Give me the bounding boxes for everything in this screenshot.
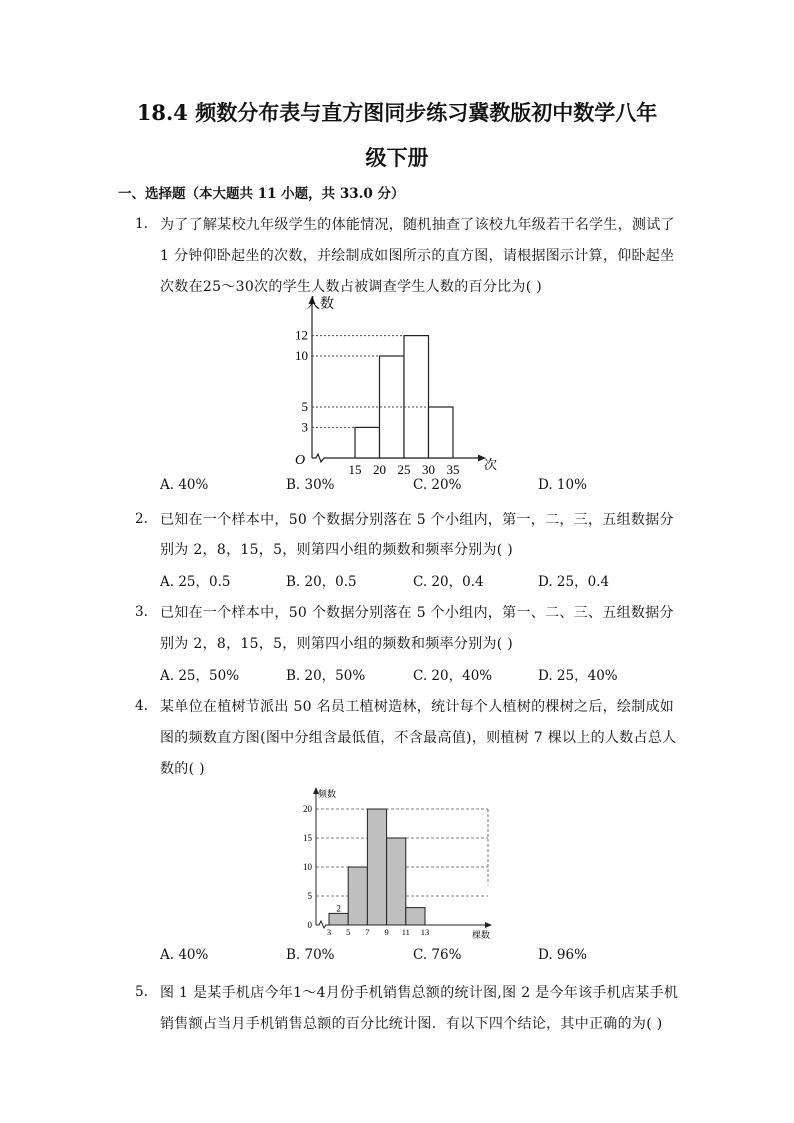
- question-4-option-a[interactable]: A. 40%: [160, 947, 209, 963]
- question-4-line-1: 某单位在植树节派出 50 名员工植树造林，统计每个人植树的棵树之后，绘制成如: [160, 699, 675, 715]
- question-3-line-2: 别为 2，8，15，5，则第四小组的频数和频率分别为( ): [160, 636, 514, 652]
- bar: [348, 867, 367, 925]
- question-5-line-2: 销售额占当月手机销售总额的百分比统计图．有以下四个结论，其中正确的为( ): [160, 1016, 663, 1032]
- y-tick-label: 10: [295, 348, 308, 363]
- question-3-line-1: 已知在一个样本中，50 个数据分别落在 5 个小组内，第一、二、三、五组数据分: [160, 605, 674, 621]
- y-tick-label: 5: [301, 399, 308, 414]
- x-tick-label: 35: [446, 462, 460, 474]
- x-tick-label: 30: [422, 462, 435, 474]
- question-2-option-b[interactable]: B. 20，0.5: [286, 574, 357, 590]
- bar: [329, 913, 348, 925]
- question-4-line-2: 图的频数直方图(图中分组含最低值，不含最高值)，则植树 7 棵以上的人数占总人: [160, 730, 677, 746]
- x-axis-label: 棵数: [472, 930, 491, 940]
- y-axis-label: 人数: [306, 297, 334, 312]
- question-2-option-d[interactable]: D. 25，0.4: [538, 574, 610, 590]
- histogram-1: [280, 292, 510, 474]
- page-title-line2: 级下册: [365, 145, 429, 170]
- x-tick-label: 3: [326, 927, 332, 937]
- question-4-number: 4.: [135, 698, 148, 714]
- y-tick-label: 3: [301, 419, 308, 435]
- question-2-line-1: 已知在一个样本中，50 个数据分别落在 5 个小组内，第一，二，三，五组数据分: [160, 512, 674, 528]
- question-1-line-1: 为了了解某校九年级学生的体能情况，随机抽查了该校九年级若干名学生，测试了: [160, 217, 675, 233]
- x-tick-label: 25: [397, 462, 411, 474]
- page-title: 18.4 频数分布表与直方图同步练习冀教版初中数学八年: [136, 100, 658, 125]
- x-tick-label: 11: [401, 927, 410, 937]
- question-1-number: 1.: [135, 216, 148, 232]
- question-3-option-b[interactable]: B. 20，50%: [286, 668, 366, 684]
- question-1-line-2: 1 分钟仰卧起坐的次数，并绘制成如图所示的直方图，请根据图示计算，仰卧起坐: [160, 248, 675, 264]
- x-tick-label: 20: [373, 462, 386, 474]
- question-5-number: 5.: [135, 984, 148, 1000]
- histogram-2: [290, 785, 500, 945]
- question-1-option-a[interactable]: A. 40%: [160, 477, 209, 493]
- question-1-option-c[interactable]: C. 20%: [413, 477, 462, 493]
- histogram-1-marks: [295, 295, 497, 474]
- question-1-line-3: 次数在25～30次的学生人数占被调查学生人数的百分比为( ): [160, 279, 543, 295]
- bar: [404, 336, 429, 458]
- question-3-number: 3.: [135, 604, 148, 620]
- question-4-option-c[interactable]: C. 76%: [413, 947, 462, 963]
- question-2-number: 2.: [135, 511, 148, 527]
- x-tick-label: 13: [420, 927, 430, 937]
- origin-label: O: [295, 453, 306, 468]
- y-tick-label: 20: [303, 804, 312, 814]
- question-1-option-d[interactable]: D. 10%: [538, 477, 587, 493]
- bar: [429, 407, 454, 458]
- y-tick-label: 5: [307, 891, 312, 901]
- question-5-line-1: 图 1 是某手机店今年1～4月份手机销售总额的统计图,图 2 是今年该手机店某手机: [160, 985, 679, 1001]
- bar: [387, 838, 406, 925]
- x-tick-label: 5: [346, 927, 351, 937]
- question-2-option-a[interactable]: A. 25，0.5: [160, 574, 231, 590]
- section-header: 一、选择题（本大题共 11 小题，共 33.0 分）: [118, 186, 405, 202]
- question-2-line-2: 别为 2，8，15，5，则第四小组的频数和频率分别为( ): [160, 542, 514, 558]
- bar-value-label: 2: [336, 903, 341, 914]
- question-3-option-c[interactable]: C. 20，40%: [413, 668, 493, 684]
- question-4-option-b[interactable]: B. 70%: [286, 947, 335, 963]
- question-4-option-d[interactable]: D. 96%: [538, 947, 587, 963]
- x-tick-label: 7: [365, 927, 370, 937]
- x-tick-label: 15: [348, 462, 362, 474]
- question-3-option-d[interactable]: D. 25，40%: [538, 668, 618, 684]
- question-1-option-b[interactable]: B. 30%: [286, 477, 335, 493]
- y-axis-label: 频数: [318, 789, 337, 799]
- x-axis-label: 次: [484, 457, 498, 472]
- question-3-option-a[interactable]: A. 25，50%: [160, 668, 240, 684]
- bar: [367, 809, 386, 925]
- question-2-option-c[interactable]: C. 20，0.4: [413, 574, 484, 590]
- x-tick-label: 9: [384, 927, 389, 937]
- x-axis-arrow: [485, 922, 492, 928]
- x-axis-break: [312, 454, 326, 462]
- y-tick-label: 10: [303, 862, 312, 872]
- bar: [355, 427, 380, 458]
- y-tick-label: 0: [307, 920, 312, 930]
- y-tick-label: 15: [303, 833, 312, 843]
- histogram-2-marks: [303, 787, 492, 940]
- question-4-line-3: 数的( ): [160, 761, 205, 777]
- bar: [406, 908, 425, 925]
- y-tick-label: 12: [295, 327, 308, 343]
